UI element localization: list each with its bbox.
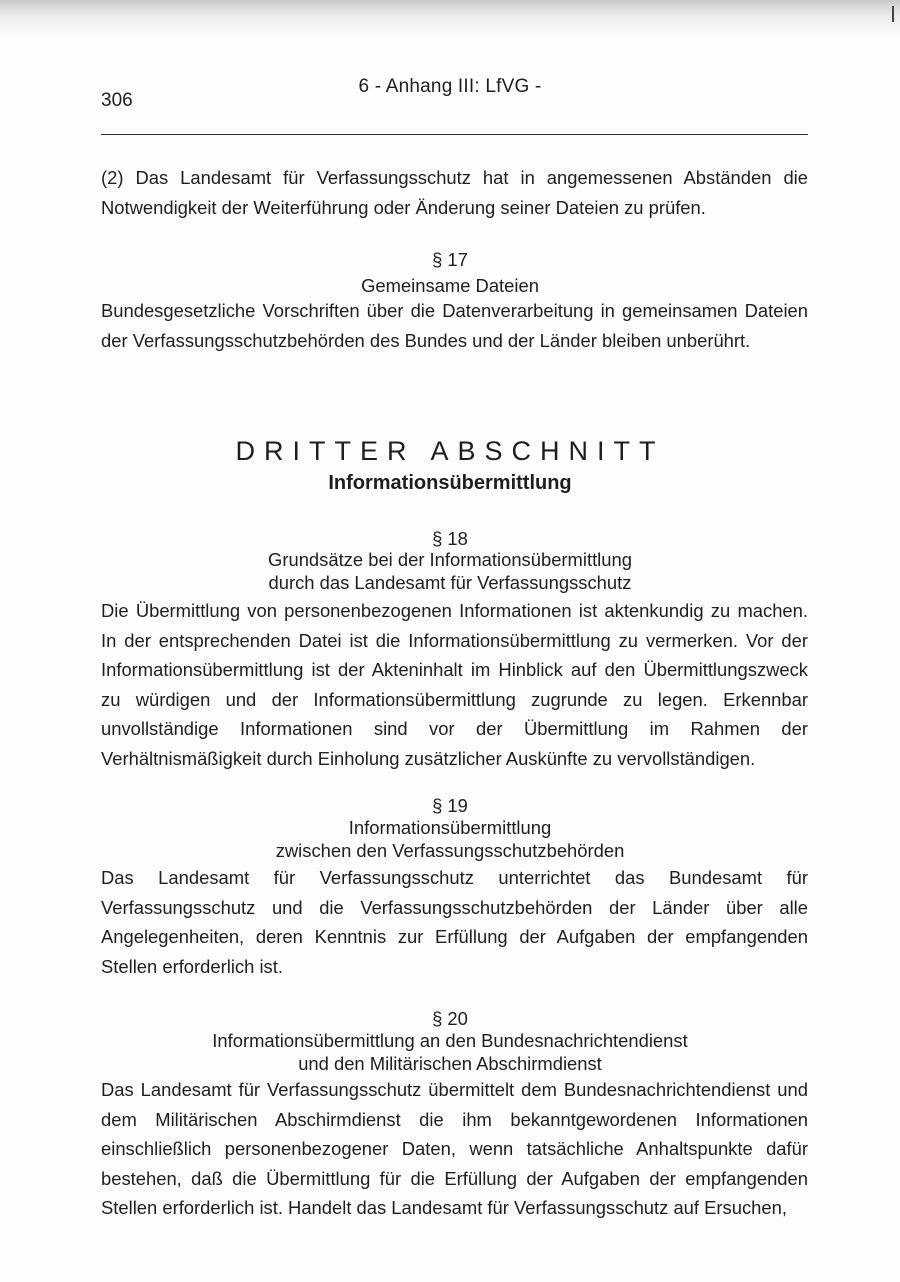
scan-shadow — [0, 0, 900, 40]
page-number: 306 — [101, 90, 133, 111]
section-19-title-line2: zwischen den Verfassungsschutzbehörden — [275, 840, 625, 861]
part-heading: DRITTER ABSCHNITT — [235, 436, 665, 466]
section-17-body: Bundesgesetzliche Vorschriften über die Datenverarbeitung in gemeinsamen Dateien der Verfassungsschutzbehörden des Bundes und der Länder bleiben unberührt. — [101, 300, 808, 351]
section-17-title: Gemeinsame Dateien — [361, 275, 539, 296]
running-header-title: 6 - Anhang III: LfVG - — [358, 76, 542, 97]
section-18-title-line1: Grundsätze bei der Informationsübermittlung — [268, 549, 632, 570]
section-20-body: Das Landesamt für Verfassungsschutz übermittelt dem Bundesnachrichtendienst und dem Militärischen Abschirmdienst die ihm bekanntgewordenen Informationen einschließlich personenbezogener Daten, wenn tatsächliche Anhaltspunkte dafür bestehen, daß die Übermittlung für die Erfüllung der Aufgaben der empfangenden Stellen erforderlich ist. Handelt das Landesamt für Verfassungsschutz auf Ersuchen, — [101, 1079, 808, 1219]
section-18-body: Die Übermittlung von personenbezogenen Informationen ist aktenkundig zu machen. In der entsprechenden Datei ist die Informationsübermittlung zu vermerken. Vor der Informationsübermittlung ist der Akteninhalt im Hinblick auf den Übermittlungszweck zu würdigen und der Informationsübermittlung zugrunde zu legen. Erkennbar unvollständige Informationen sind vor der Übermittlung im Rahmen der Verhältnismäßigkeit durch Einholung zusätzlicher Auskünfte zu vervollständigen. — [101, 600, 808, 769]
section-18-title-line2: durch das Landesamt für Verfassungsschutz — [268, 572, 632, 593]
section-20-title-line1: Informationsübermittlung an den Bundesnachrichtendienst — [212, 1030, 688, 1051]
header-divider — [101, 134, 808, 135]
section-19-body: Das Landesamt für Verfassungsschutz unterrichtet das Bundesamt für Verfassungsschutz und die Verfassungsschutzbehörden der Länder über alle Angelegenheiten, deren Kenntnis zur Erfüllung der Aufgaben der empfangenden Stellen erforderlich ist. — [101, 867, 808, 977]
part-subheading: Informationsübermittlung — [328, 472, 572, 494]
section-20-title-line2: und den Militärischen Abschirmdienst — [298, 1053, 602, 1074]
section-18-number: § 18 — [432, 528, 468, 549]
section-19-number: § 19 — [432, 795, 468, 816]
section-20-number: § 20 — [432, 1008, 468, 1029]
section-17-number: § 17 — [432, 249, 468, 270]
section-19-title-line1: Informationsübermittlung — [348, 817, 552, 838]
scan-mark — [892, 6, 894, 22]
paragraph-s16-2: (2) Das Landesamt für Verfassungsschutz hat in angemessenen Abständen die Notwendigkeit der Weiterführung oder Änderung seiner Dateien zu prüfen. — [101, 167, 808, 218]
